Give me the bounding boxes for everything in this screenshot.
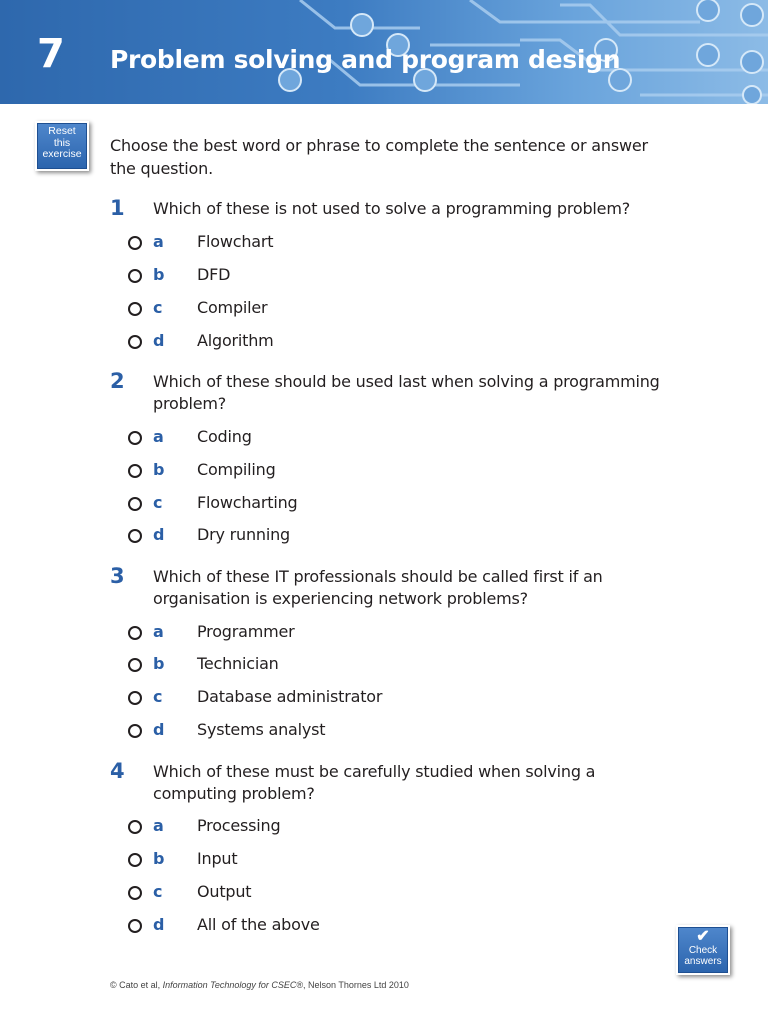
option-letter: c: [153, 687, 163, 706]
option-3b[interactable]: [0, 653, 768, 677]
footer-suffix: , Nelson Thornes Ltd 2010: [303, 980, 409, 990]
option-letter: d: [153, 331, 165, 350]
option-letter: b: [153, 265, 165, 284]
option-letter: c: [153, 882, 163, 901]
option-text[interactable]: All of the above: [197, 915, 320, 934]
radio-button[interactable]: [128, 497, 142, 511]
option-text[interactable]: Flowchart: [197, 232, 274, 251]
option-2c[interactable]: [0, 492, 768, 516]
option-letter: c: [153, 493, 163, 512]
option-1b[interactable]: [0, 264, 768, 288]
option-letter: b: [153, 654, 165, 673]
option-letter: b: [153, 460, 165, 479]
check-answers-button[interactable]: [676, 925, 730, 975]
option-4c[interactable]: [0, 881, 768, 905]
radio-button[interactable]: [128, 820, 142, 834]
option-letter: c: [153, 298, 163, 317]
option-1c[interactable]: [0, 297, 768, 321]
option-text[interactable]: Algorithm: [197, 331, 274, 350]
chapter-header: [0, 0, 768, 104]
option-1d[interactable]: [0, 330, 768, 354]
option-text[interactable]: Coding: [197, 427, 252, 446]
footer-prefix: © Cato et al,: [110, 980, 163, 990]
option-text[interactable]: Programmer: [197, 622, 295, 641]
option-letter: d: [153, 525, 165, 544]
radio-button[interactable]: [128, 464, 142, 478]
radio-button[interactable]: [128, 658, 142, 672]
instruction-text: Choose the best word or phrase to complete the sentence or answer the question.: [110, 136, 648, 178]
option-text[interactable]: Input: [197, 849, 238, 868]
radio-button[interactable]: [128, 269, 142, 283]
option-2b[interactable]: [0, 459, 768, 483]
question-text: Which of these is not used to solve a programming problem?: [153, 199, 630, 218]
option-letter: a: [153, 232, 164, 251]
copyright-footer: [110, 979, 409, 991]
option-letter: d: [153, 720, 165, 739]
option-text[interactable]: Compiling: [197, 460, 276, 479]
option-text[interactable]: Technician: [197, 654, 279, 673]
radio-button[interactable]: [128, 431, 142, 445]
check-button-label-2: answers: [684, 956, 722, 967]
radio-button[interactable]: [128, 302, 142, 316]
check-button-label-1: Check: [688, 945, 718, 956]
radio-button[interactable]: [128, 236, 142, 250]
question-number: 1: [110, 196, 125, 220]
option-text[interactable]: Dry running: [197, 525, 290, 544]
question-number: 3: [110, 564, 125, 588]
option-4b[interactable]: [0, 848, 768, 872]
radio-button[interactable]: [128, 529, 142, 543]
radio-button[interactable]: [128, 724, 142, 738]
question-number: 2: [110, 369, 125, 393]
option-text[interactable]: DFD: [197, 265, 231, 284]
option-3d[interactable]: [0, 719, 768, 743]
option-text[interactable]: Flowcharting: [197, 493, 298, 512]
option-text[interactable]: Output: [197, 882, 252, 901]
reset-button-label-2: this: [53, 136, 71, 149]
option-2a[interactable]: [0, 426, 768, 450]
radio-button[interactable]: [128, 886, 142, 900]
radio-button[interactable]: [128, 919, 142, 933]
reset-button-label-3: exercise: [42, 148, 82, 160]
option-letter: a: [153, 427, 164, 446]
option-text[interactable]: Compiler: [197, 298, 268, 317]
option-1a[interactable]: [0, 231, 768, 255]
question-number: 4: [110, 759, 125, 783]
option-text[interactable]: Database administrator: [197, 687, 383, 706]
radio-button[interactable]: [128, 626, 142, 640]
reset-exercise-button[interactable]: [35, 121, 89, 171]
option-letter: b: [153, 849, 165, 868]
question-text: Which of these must be carefully studied when solving a computing problem?: [153, 762, 596, 803]
option-text[interactable]: Systems analyst: [197, 720, 326, 739]
option-text[interactable]: Processing: [197, 816, 281, 835]
chapter-number: 7: [37, 31, 65, 77]
question-text: Which of these IT professionals should be called first if an organisation is experiencing network problems?: [153, 567, 603, 608]
option-4a[interactable]: [0, 815, 768, 839]
option-letter: d: [153, 915, 165, 934]
question-text: Which of these should be used last when solving a programming problem?: [153, 372, 660, 413]
option-letter: a: [153, 622, 164, 641]
reset-button-label-1: Reset: [48, 125, 76, 137]
radio-button[interactable]: [128, 335, 142, 349]
option-4d[interactable]: [0, 914, 768, 938]
radio-button[interactable]: [128, 853, 142, 867]
checkmark-icon: ✔: [696, 928, 710, 945]
radio-button[interactable]: [128, 691, 142, 705]
option-3a[interactable]: [0, 621, 768, 645]
option-2d[interactable]: [0, 524, 768, 548]
footer-book-title: Information Technology for CSEC®: [162, 980, 304, 990]
option-letter: a: [153, 816, 164, 835]
option-3c[interactable]: [0, 686, 768, 710]
chapter-title: Problem solving and program design: [110, 45, 621, 74]
